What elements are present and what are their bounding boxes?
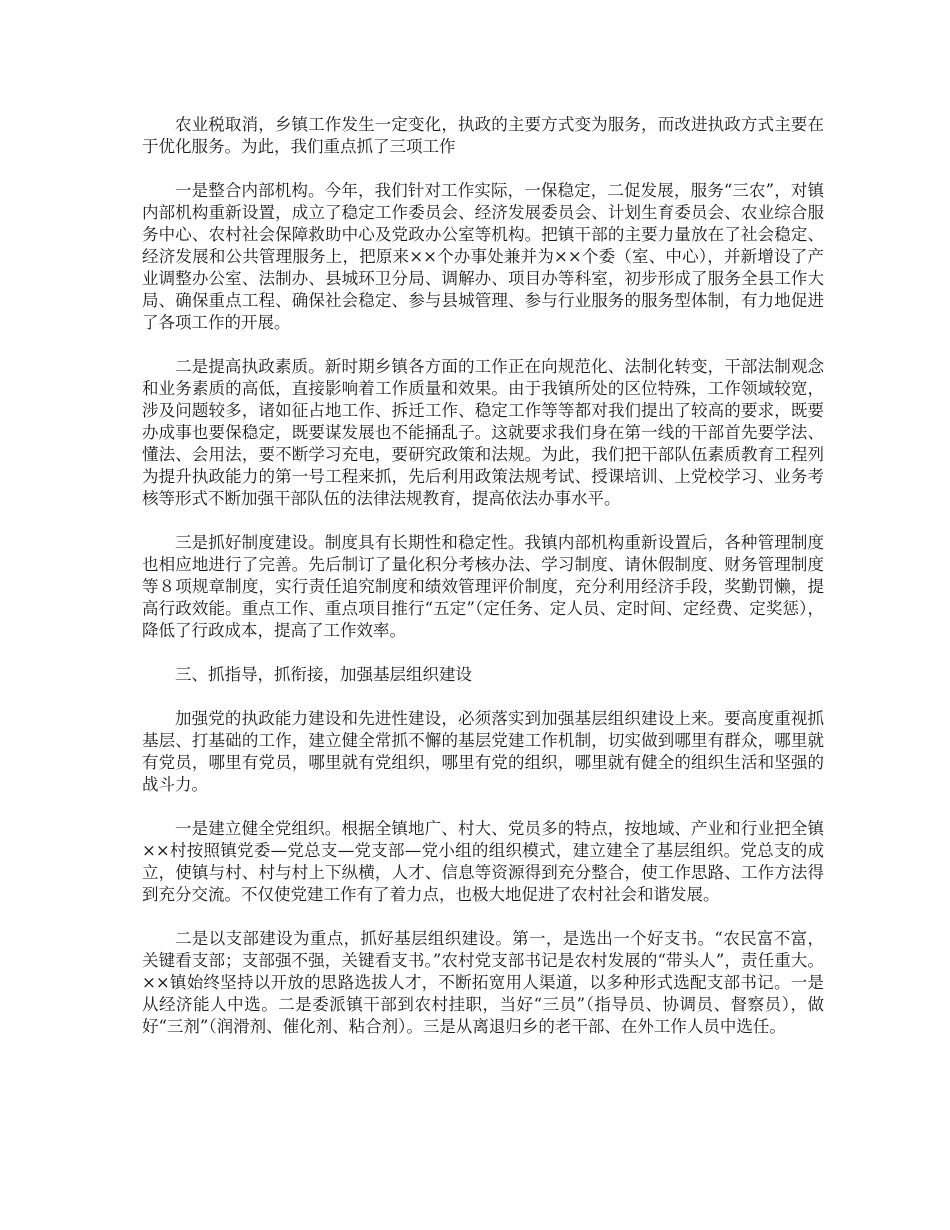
paragraph-intro: 农业税取消，乡镇工作发生一定变化，执政的主要方式变为服务，而改进执政方式主要在于优化服务。为此，我们重点抓了三项工作	[142, 115, 824, 156]
paragraph-party-organization: 一是建立健全党组织。根据全镇地广、村大、党员多的特点，按地域、产业和行业把全镇××村按照镇党委—党总支—党支部—党小组的组织模式，建立建全了基层组织。党总支的成立，使镇与村、村与村上下纵横，人才、信息等资源得到充分整合，使工作思路、工作方法得到充分交流。不仅使党建工作有了着力点，也极大地促进了农村社会和谐发展。	[142, 819, 824, 904]
paragraph-branch-building: 二是以支部建设为重点，抓好基层组织建设。第一，是选出一个好支书。“农民富不富，关键看支部；支部强不强，关键看支书。”农村党支部书记是农村发展的“带头人”，责任重大。××镇始终坚持以开放的思路选拔人才，不断拓宽用人渠道，以多种形式选配支部书记。一是从经济能人中选。二是委派镇干部到农村挂职，当好“三员”（指导员、协调员、督察员），做好“三剂”（润滑剂、催化剂、粘合剂）。三是从离退归乡的老干部、在外工作人员中选任。	[142, 929, 824, 1036]
document-body	[142, 114, 824, 1060]
paragraph-system-building: 三是抓好制度建设。制度具有长期性和稳定性。我镇内部机构重新设置后，各种管理制度也相应地进行了完善。先后制订了量化积分考核办法、学习制度、请休假制度、财务管理制度等８项规章制度，实行责任追究制度和绩效管理评价制度，充分利用经济手段，奖勤罚懒，提高行政效能。重点工作、重点项目推行“五定”（定任务、定人员、定时间、定经费、定奖惩），降低了行政成本，提高了工作效率。	[142, 533, 824, 640]
paragraph-integrate-institutions: 一是整合内部机构。今年，我们针对工作实际，一保稳定，二促发展，服务“三农”，对镇内部机构重新设置，成立了稳定工作委员会、经济发展委员会、计划生育委员会、农业综合服务中心、农村社会保障救助中心及党政办公室等机构。把镇干部的主要力量放在了社会稳定、经济发展和公共管理服务上，把原来××个办事处兼并为××个委（室、中心），并新增设了产业调整办公室、法制办、县城环卫分局、调解办、项目办等科室，初步形成了服务全县工作大局、确保重点工程、确保社会稳定、参与县城管理、参与行业服务的服务型体制，有力地促进了各项工作的开展。	[142, 181, 824, 332]
paragraph-party-building: 加强党的执政能力建设和先进性建设，必须落实到加强基层组织建设上来。要高度重视抓基层、打基础的工作，建立健全常抓不懈的基层党建工作机制，切实做到哪里有群众，哪里就有党员，哪里有党员，哪里就有党组织，哪里有党的组织，哪里就有健全的组织生活和坚强的战斗力。	[142, 709, 824, 794]
paragraph-governance-quality: 二是提高执政素质。新时期乡镇各方面的工作正在向规范化、法制化转变，干部法制观念和业务素质的高低，直接影响着工作质量和效果。由于我镇所处的区位特殊，工作领域较宽，涉及问题较多，诸如征占地工作、拆迁工作、稳定工作等等都对我们提出了较高的要求，既要办成事也要保稳定，既要谋发展也不能捅乱子。这就要求我们身在第一线的干部首先要学法、懂法、会用法，要不断学习充电，要研究政策和法规。为此，我们把干部队伍素质教育工程列为提升执政能力的第一号工程来抓，先后利用政策法规考试、授课培训、上党校学习、业务考核等形式不断加强干部队伍的法律法规教育，提高依法办事水平。	[142, 357, 824, 508]
section-heading-grassroots: 三、抓指导，抓衔接，加强基层组织建设	[175, 665, 472, 684]
